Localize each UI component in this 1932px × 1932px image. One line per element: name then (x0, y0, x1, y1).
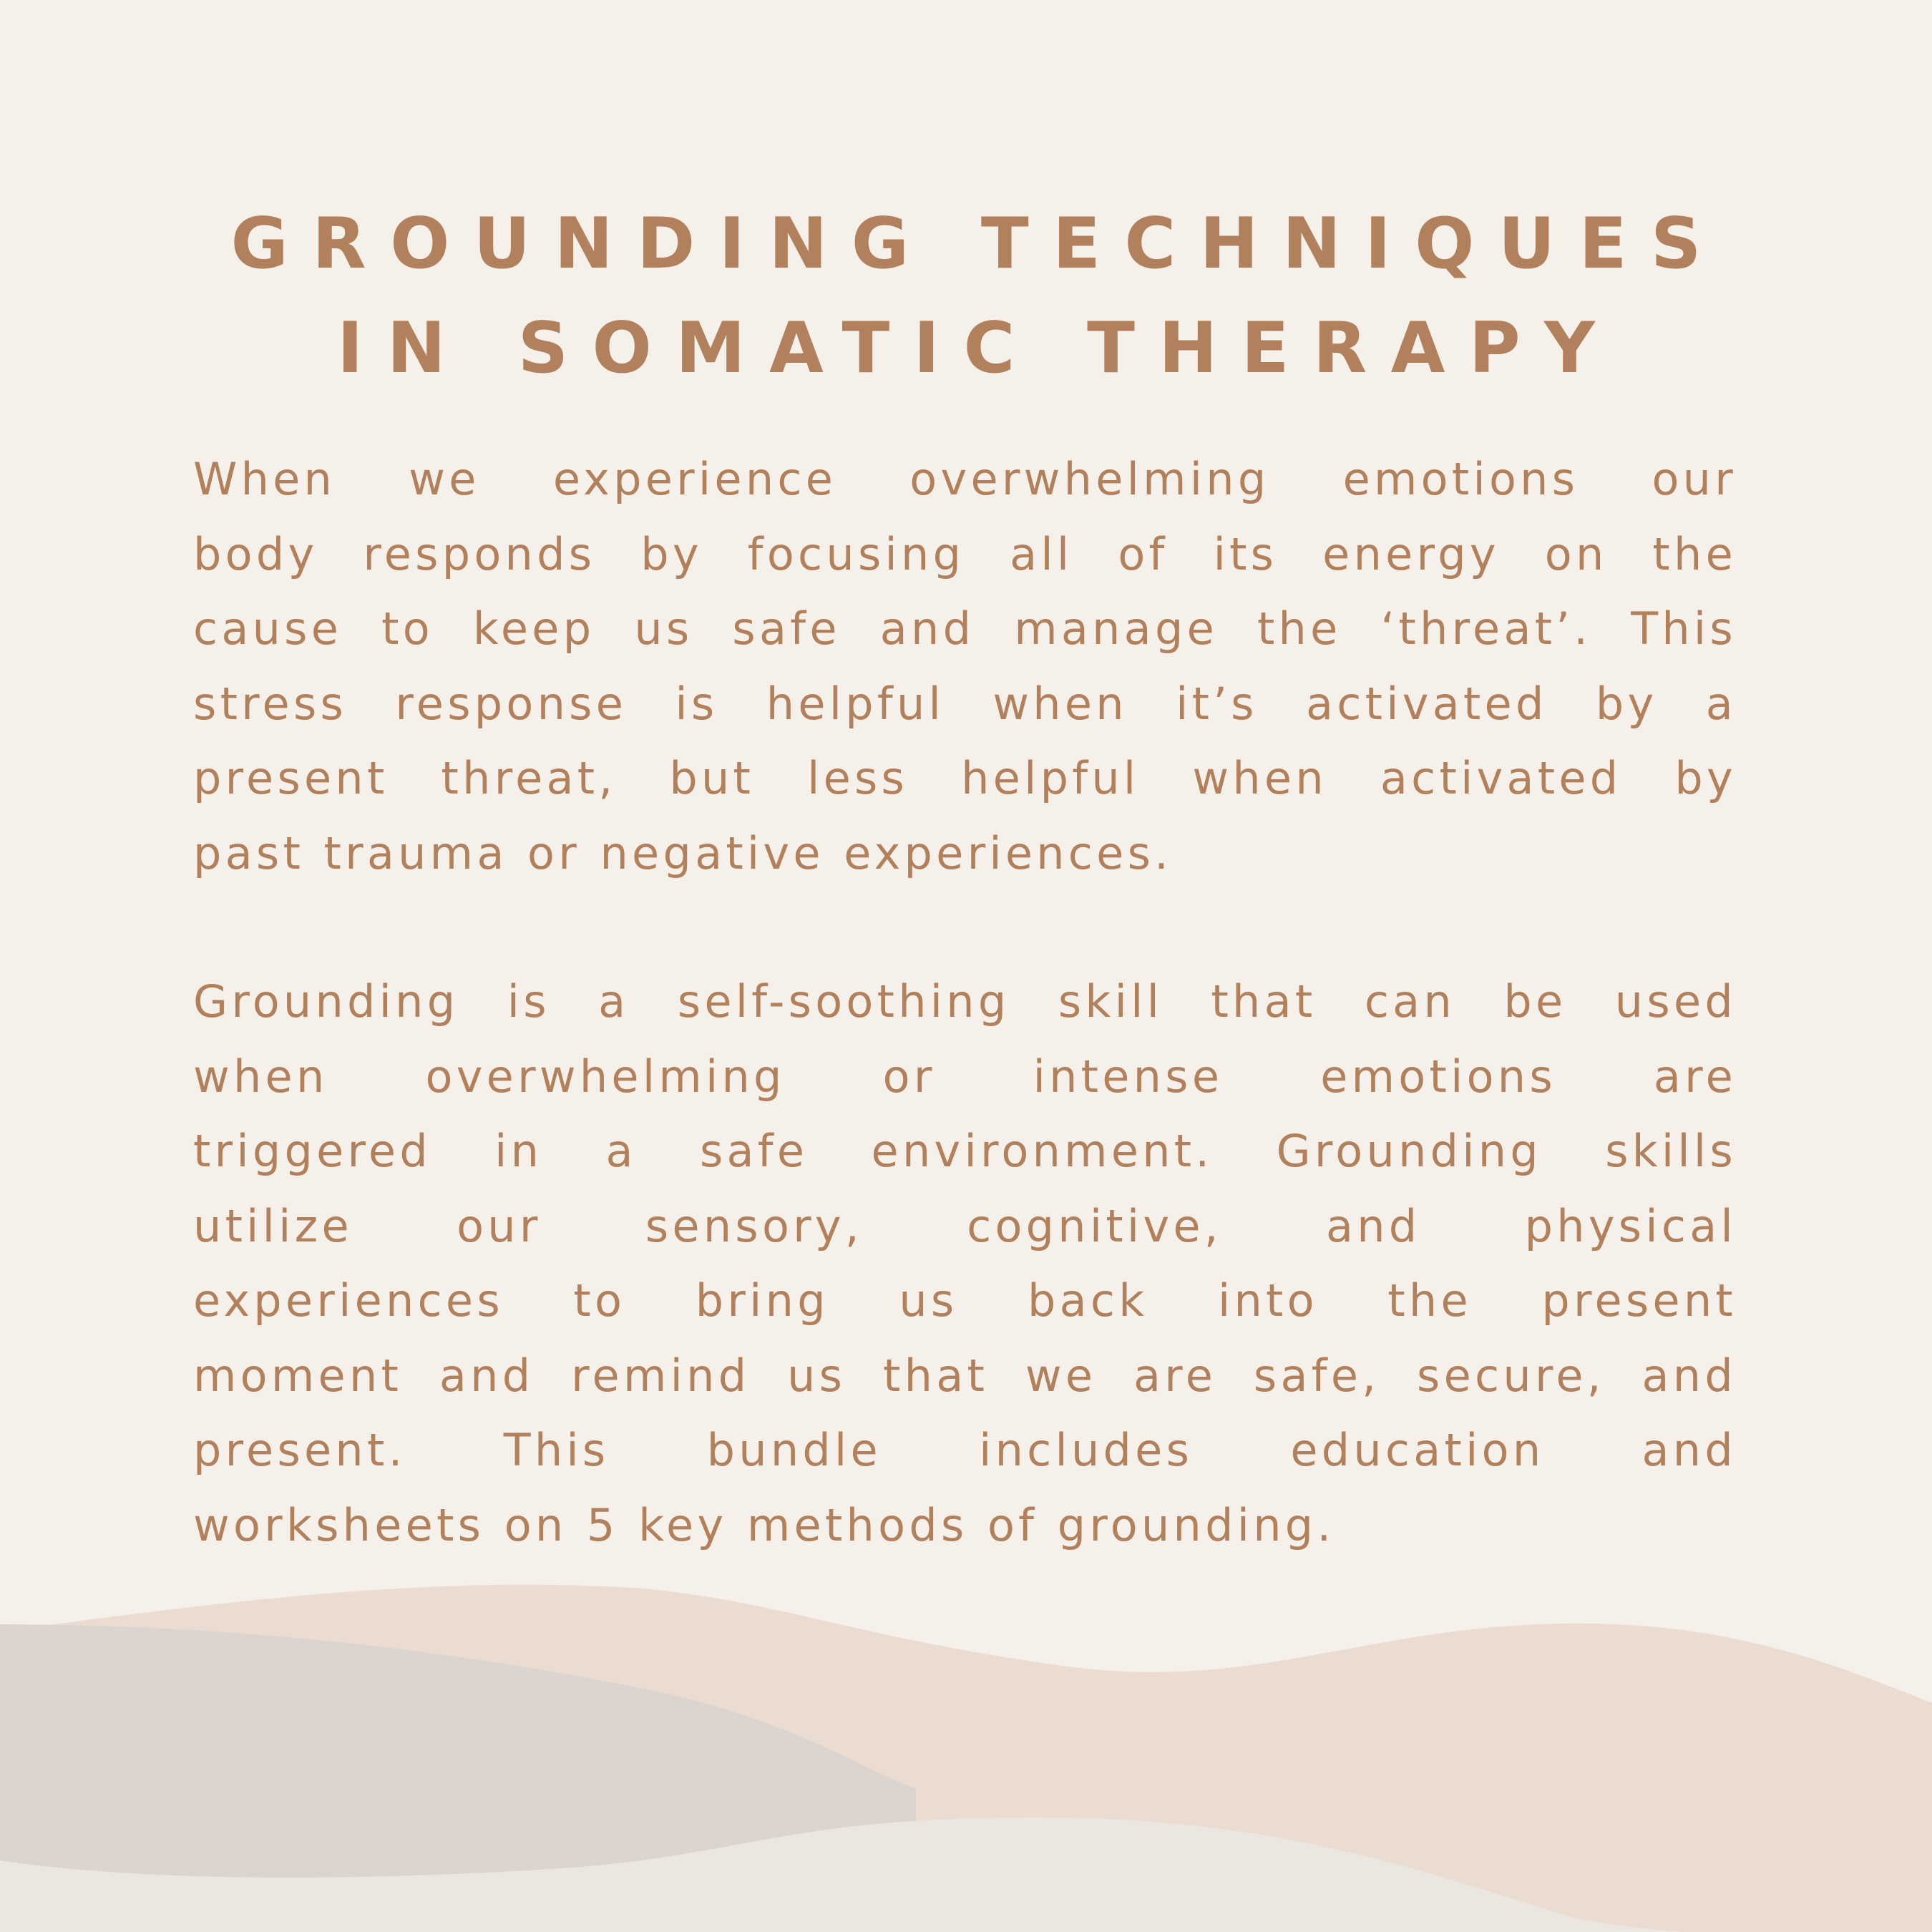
paragraph-line: When we experience overwhelming emotions our (193, 453, 1737, 505)
paragraph-line: cause to keep us safe and manage the ‘threat’. This (193, 602, 1737, 655)
paragraph-line: utilize our sensory, cognitive, and physical (193, 1199, 1737, 1252)
paragraph-line: past trauma or negative experiences. (193, 826, 1173, 879)
paragraph-line: experiences to bring us back into the present (193, 1274, 1737, 1327)
paragraph-line: worksheets on 5 key methods of grounding. (193, 1498, 1335, 1551)
paragraph-line: moment and remind us that we are safe, secure, and (193, 1349, 1737, 1402)
paragraph-line: Grounding is a self-soothing skill that can be used (193, 975, 1737, 1028)
paragraph-line: present. This bundle includes education and (193, 1424, 1737, 1476)
intro-paragraph (193, 442, 1737, 891)
title-line-2: IN SOMATIC THERAPY (337, 308, 1619, 389)
page-title (0, 192, 1932, 401)
paragraph-line: when overwhelming or intense emotions are (193, 1050, 1737, 1103)
grounding-paragraph (193, 965, 1737, 1563)
decorative-waves (0, 1574, 1932, 1932)
paragraph-line: present threat, but less helpful when activated by (193, 752, 1737, 804)
paragraph-line: stress response is helpful when it’s activated by a (193, 677, 1737, 730)
title-line-1: GROUNDING TECHNIQUES (230, 203, 1725, 285)
paragraph-line: body responds by focusing all of its energy on the (193, 527, 1737, 580)
paragraph-line: triggered in a safe environment. Grounding skills (193, 1125, 1737, 1177)
